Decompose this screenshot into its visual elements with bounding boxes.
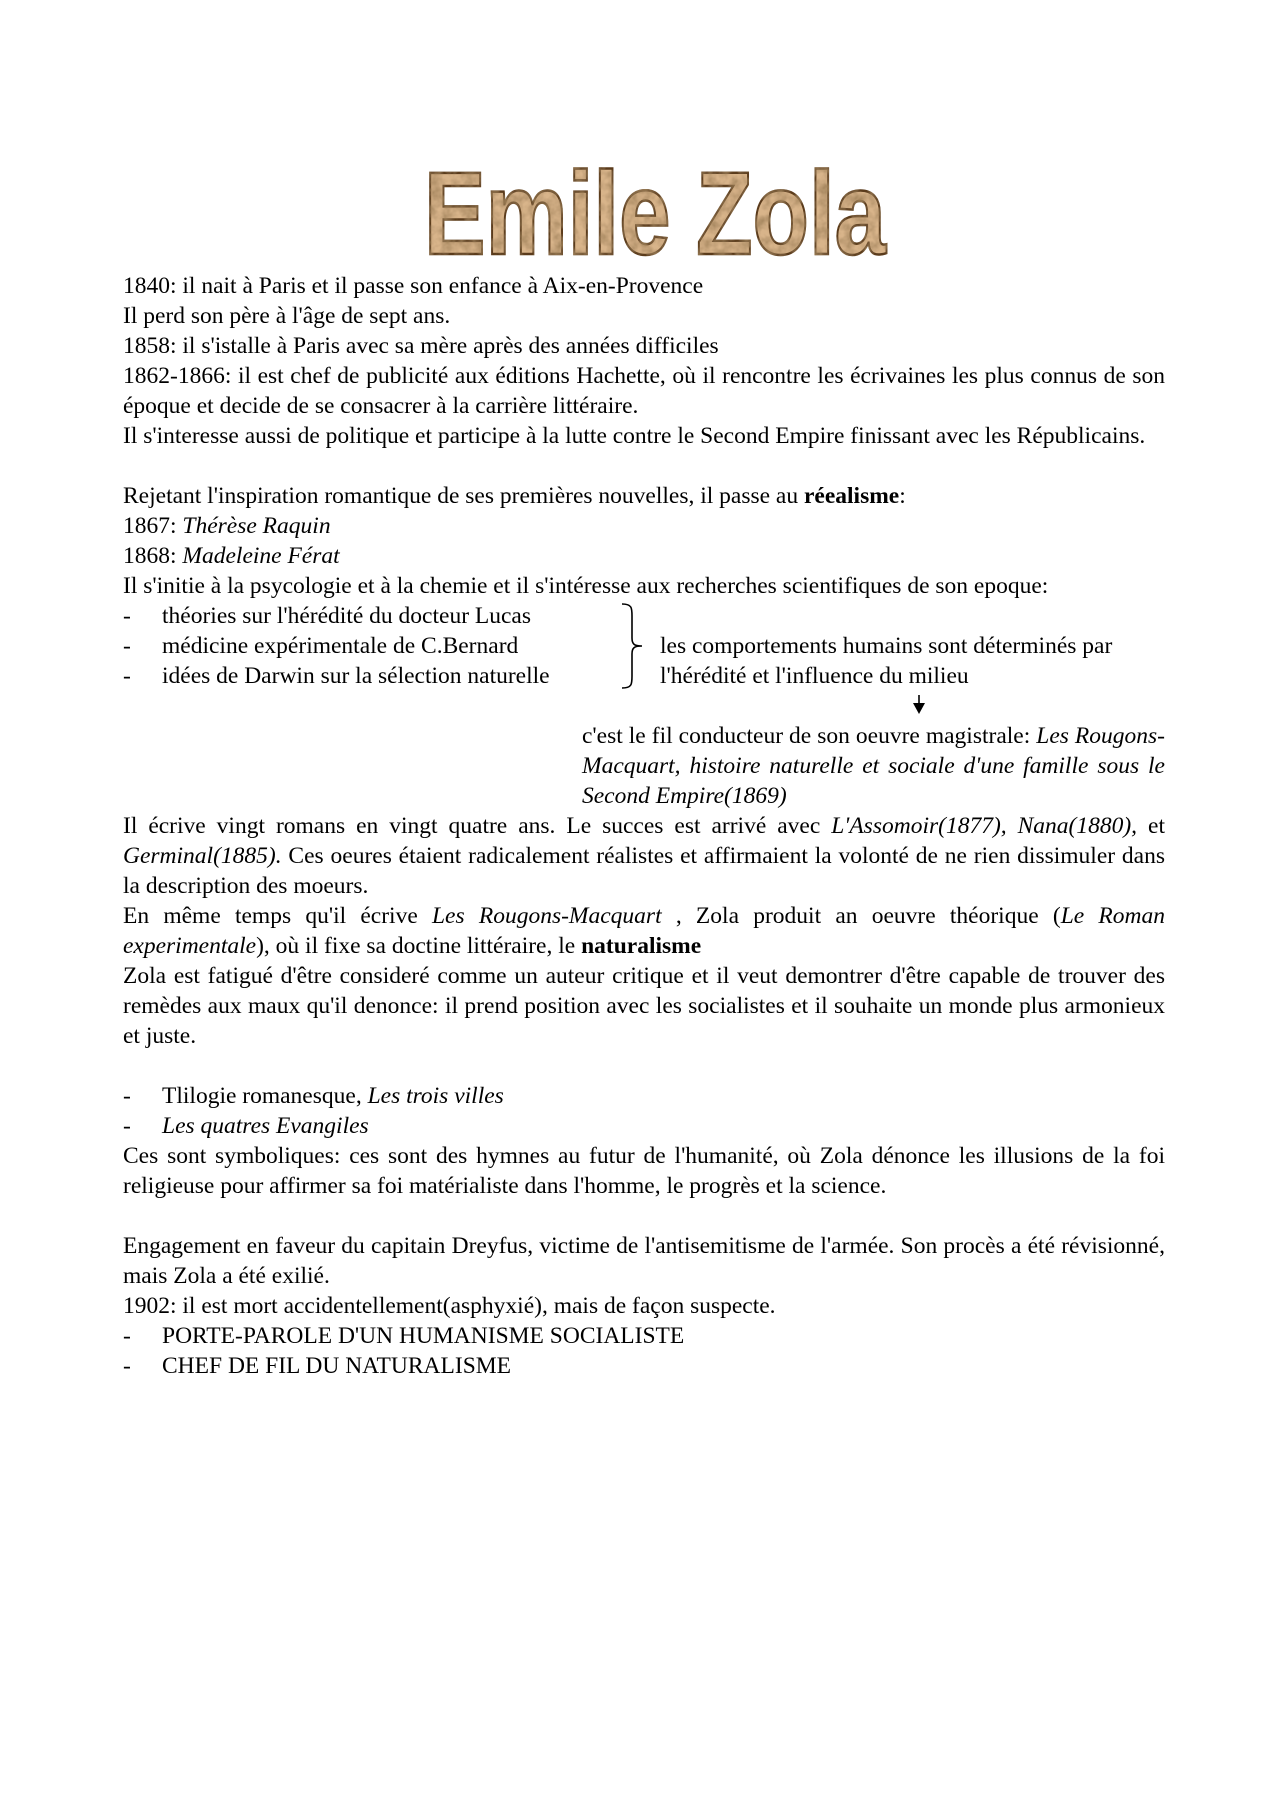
bio-paragraph-naturalisme xyxy=(123,901,1165,961)
page-title xyxy=(420,148,890,280)
title-text: Emile Zola xyxy=(424,148,888,280)
bullet-dash: - xyxy=(123,603,131,629)
work-item-title: Les quatres Evangiles xyxy=(162,1113,369,1139)
naturalisme-work: Les Rougons-Macquart xyxy=(431,903,662,929)
work-item-label xyxy=(162,1111,369,1141)
work-item-label xyxy=(162,1081,504,1111)
bullet-dash: - xyxy=(123,633,131,659)
work-1868 xyxy=(123,541,1165,571)
work-title: Madeleine Férat xyxy=(182,543,340,569)
fil-conducteur-title: Les Rougons-Macquart, histoire naturelle et sociale d'une famille sous le Second Empire(1869) xyxy=(582,723,1165,809)
bullet-dash: - xyxy=(123,1323,131,1349)
bio-line-father: Il perd son père à l'âge de sept ans. xyxy=(123,303,451,329)
bio-paragraph-symboliques: Ces sont symboliques: ces sont des hymnes au futur de l'humanité, où Zola dénonce les illusions de la foi religieuse pour affirmer sa foi matérialiste dans l'homme, le progrès et la science. xyxy=(123,1143,1165,1199)
naturalisme-text: ), où il fixe sa doctine littéraire, le xyxy=(256,933,582,959)
work-item-title: Les trois villes xyxy=(367,1083,504,1109)
science-conclusion-line-1: les comportements humains sont déterminés par xyxy=(660,633,1113,659)
work-1867 xyxy=(123,511,1165,541)
romans-titles: L'Assomoir(1877), Nana(1880), xyxy=(831,813,1138,839)
bullet-dash: - xyxy=(123,663,131,689)
romans-text: Il écrive vingt romans en vingt quatre ans. Le succes est arrivé avec xyxy=(123,813,832,839)
naturalisme-text: En même temps qu'il écrive xyxy=(123,903,432,929)
realisme-text: Rejetant l'inspiration romantique de ses premières nouvelles, il passe au xyxy=(123,483,804,509)
realisme-term: réealisme xyxy=(803,483,900,509)
bio-line-sciences: Il s'initie à la psycologie et à la chemie et il s'intéresse aux recherches scientifiques de son epoque: xyxy=(123,573,1049,599)
bio-line-1858: 1858: il s'istalle à Paris avec sa mère après des années difficiles xyxy=(123,333,719,359)
summary-item-label: PORTE-PAROLE D'UN HUMANISME SOCIALISTE xyxy=(162,1323,685,1349)
romans-titles: Germinal(1885). xyxy=(123,843,282,869)
work-item-text: Tlilogie romanesque, xyxy=(162,1083,368,1109)
fil-conducteur-text: c'est le fil conducteur de son oeuvre magistrale: xyxy=(582,723,1037,749)
naturalisme-text: , Zola produit an oeuvre théorique ( xyxy=(661,903,1061,929)
realisme-colon: : xyxy=(899,483,906,509)
bio-line-realisme xyxy=(123,481,1165,511)
down-arrow-icon xyxy=(911,694,927,716)
bio-paragraph-politique: Il s'interesse aussi de politique et participe à la lutte contre le Second Empire finissant avec les Républicains. xyxy=(123,423,1146,449)
science-conclusion-line-2: l'hérédité et l'influence du milieu xyxy=(660,663,969,689)
work-year: 1867: xyxy=(123,513,183,539)
romans-text: et xyxy=(1137,813,1165,839)
naturalisme-work: Le Roman experimentale xyxy=(123,903,1166,959)
summary-item-label: CHEF DE FIL DU NATURALISME xyxy=(162,1353,512,1379)
fil-conducteur-paragraph xyxy=(582,721,1165,811)
title-wordart xyxy=(420,148,890,280)
work-year: 1868: xyxy=(123,543,183,569)
bio-line-1902: 1902: il est mort accidentellement(asphyxié), mais de façon suspecte. xyxy=(123,1293,776,1319)
bullet-dash: - xyxy=(123,1113,131,1139)
science-item-label: médicine expérimentale de C.Bernard xyxy=(162,633,519,659)
bio-paragraph-dreyfus: Engagement en faveur du capitain Dreyfus, victime de l'antisemitisme de l'armée. Son procès a été révisionné, mais Zola a été exilié. xyxy=(123,1233,1165,1289)
bio-paragraph-hachette: 1862-1866: il est chef de publicité aux éditions Hachette, où il rencontre les écrivaines les plus connus de son époque et decide de se consacrer à la carrière littéraire. xyxy=(123,363,1165,419)
naturalisme-term: naturalisme xyxy=(581,933,702,959)
science-item-label: idées de Darwin sur la sélection naturelle xyxy=(162,663,550,689)
bio-paragraph-romans xyxy=(123,811,1165,901)
bullet-dash: - xyxy=(123,1083,131,1109)
bio-paragraph-socialistes: Zola est fatigué d'être consideré comme un auteur critique et il veut demontrer d'être capable de trouver des remèdes aux maux qu'il denonce: il prend position avec les socialistes et il souhaite un monde plus armonieux et juste. xyxy=(123,963,1165,1049)
romans-text: Ces oeures étaient radicalement réalistes et affirmaient la volonté de ne rien dissimuler dans la description des moeurs. xyxy=(123,843,1165,899)
curly-brace-icon xyxy=(618,602,646,690)
bullet-dash: - xyxy=(123,1353,131,1379)
science-item-label: théories sur l'hérédité du docteur Lucas xyxy=(162,603,532,629)
work-title: Thérèse Raquin xyxy=(182,513,331,539)
bio-line-1840: 1840: il nait à Paris et il passe son enfance à Aix-en-Provence xyxy=(123,273,704,299)
